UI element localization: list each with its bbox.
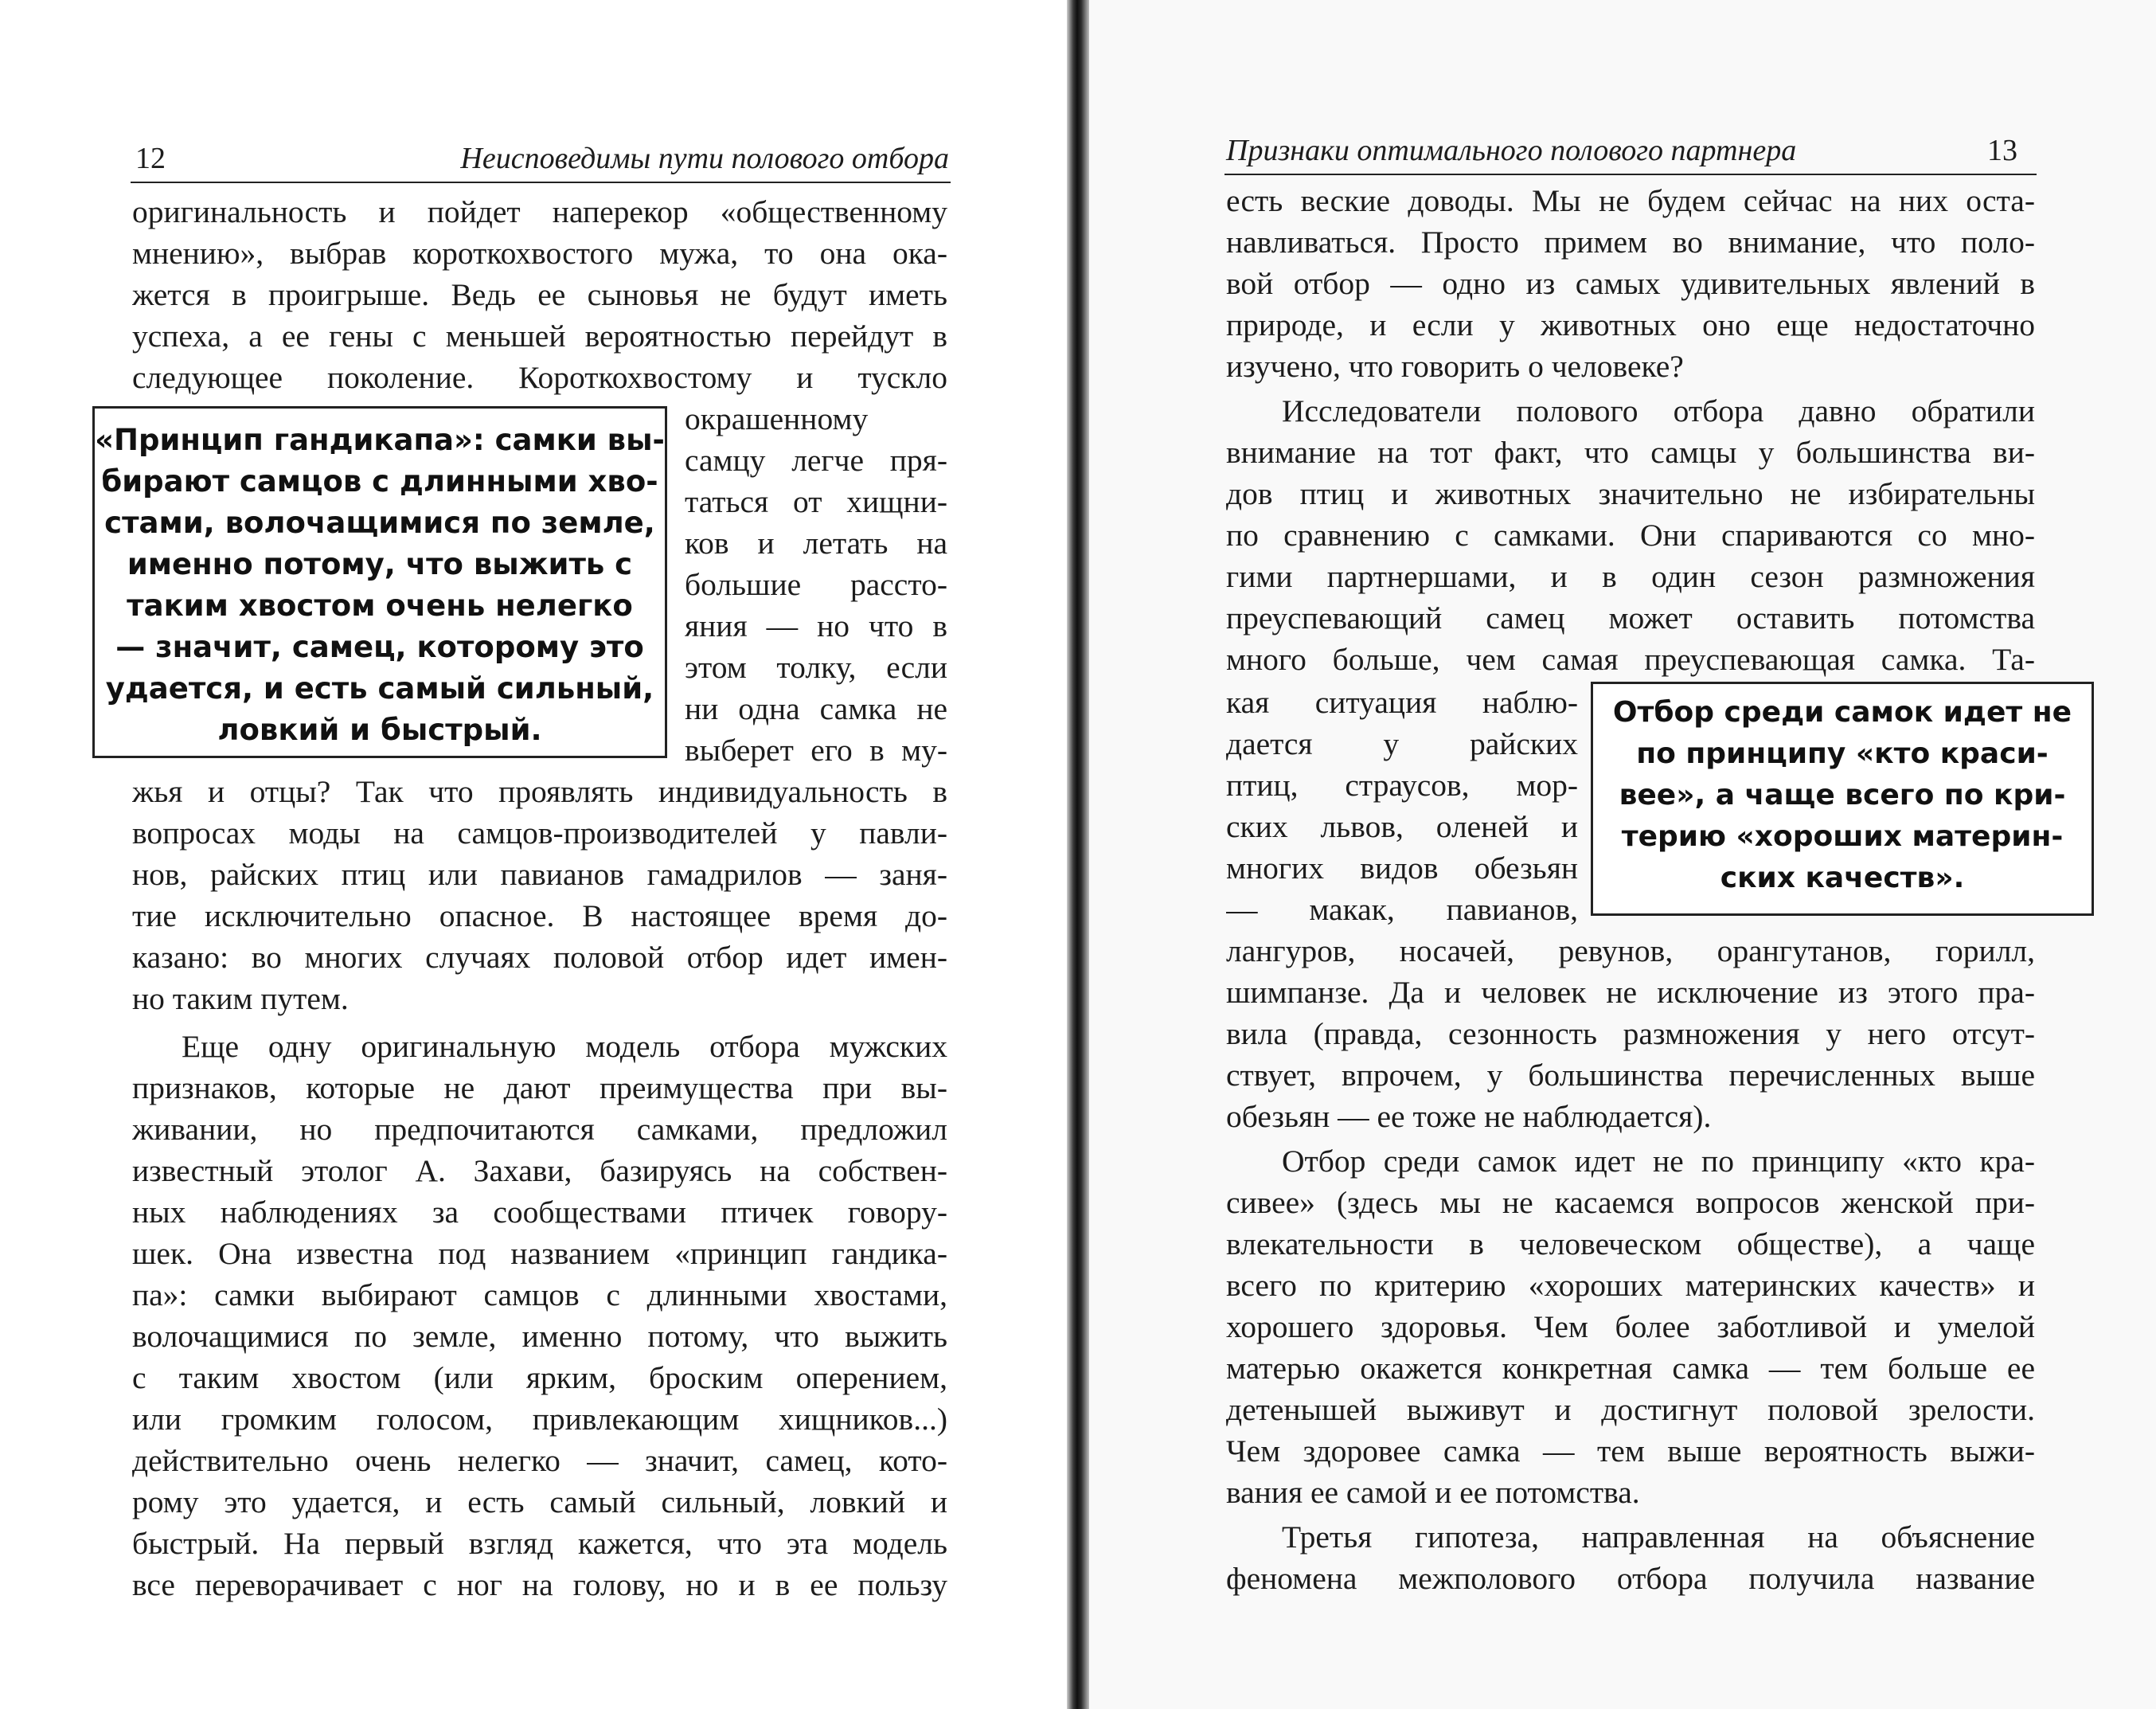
- text-line: Еще одну оригинальную модель отбора мужских: [182, 1029, 947, 1064]
- text-line: яния — но что в: [685, 608, 947, 643]
- text-line: Третья гипотеза, направленная на объяснение: [1282, 1519, 2035, 1555]
- right-page-header: [1224, 127, 2037, 175]
- text-line: матерью окажется конкретная самка — тем больше ее: [1226, 1351, 2035, 1386]
- text-line: всего по критерию «хороших материнских качеств» и: [1226, 1268, 2035, 1303]
- pull-quote-line: стами, волочащимися по земле,: [104, 506, 655, 540]
- text-line: дается у райских: [1226, 726, 1578, 761]
- pull-quote-line: терию «хороших материн-: [1621, 820, 2064, 853]
- text-line: оригинальность и пойдет наперекор «общественному: [132, 194, 947, 229]
- text-line: птиц, страусов, мор-: [1226, 768, 1578, 803]
- text-line: действительно очень нелегко — значит, самец, кото-: [132, 1443, 947, 1478]
- text-line: природе, и если у животных оно еще недостаточно: [1226, 307, 2035, 342]
- text-line: шек. Она известна под названием «принцип гандика-: [132, 1236, 947, 1271]
- text-line: ков и летать на: [685, 526, 947, 561]
- text-line: но таким путем.: [132, 981, 349, 1016]
- text-line: рому это удается, и есть самый сильный, ловкий и: [132, 1484, 947, 1519]
- text-line: Отбор среди самок идет не по принципу «кто кра-: [1282, 1144, 2035, 1179]
- text-line: успеха, а ее гены с меньшей вероятностью перейдут в: [132, 319, 947, 354]
- text-line: ных наблюдениях за сообществами птичек говору-: [132, 1195, 947, 1230]
- book-spine-gutter: [1067, 0, 1089, 1709]
- pull-quote-box: [1591, 682, 2094, 916]
- text-line: самцу легче пря-: [685, 443, 947, 478]
- text-line: внимание на тот факт, что самцы у большинства ви-: [1226, 435, 2035, 470]
- text-line: Чем здоровее самка — тем выше вероятность выжи-: [1226, 1433, 2035, 1468]
- text-line: вила (правда, сезонность размножения у него отсут-: [1226, 1016, 2035, 1051]
- text-line: много больше, чем самая преуспевающая самка. Та-: [1226, 642, 2035, 677]
- text-line: большие рассто-: [685, 567, 947, 602]
- page-number: 13: [1987, 134, 2017, 167]
- text-line: кая ситуация наблю-: [1226, 685, 1578, 720]
- text-line: или громким голосом, привлекающим хищников...): [132, 1402, 947, 1437]
- text-line: нов, райских птиц или павианов гамадрилов — заня-: [132, 857, 947, 892]
- pull-quote-line: Отбор среди самок идет не: [1612, 696, 2072, 729]
- text-line: навливаться. Просто примем во внимание, что поло-: [1226, 225, 2035, 260]
- text-line: — макак, павианов,: [1226, 892, 1578, 927]
- pull-quote-line: по принципу «кто краси-: [1636, 737, 2049, 770]
- text-line: окрашенному: [685, 401, 869, 436]
- text-line: жья и отцы? Так что проявлять индивидуальность в: [132, 774, 947, 809]
- text-line: Исследователи полового отбора давно обратили: [1282, 393, 2035, 428]
- text-line: ствует, впрочем, у большинства перечисленных выше: [1226, 1058, 2035, 1093]
- text-line: гими партнершами, и в один сезон размножения: [1226, 559, 2035, 594]
- text-line: этом толку, если: [685, 650, 947, 685]
- text-line: следующее поколение. Короткохвостому и тускло: [132, 360, 947, 395]
- text-line: выберет его в му-: [685, 733, 947, 768]
- text-line: с таким хвостом (или ярким, броским оперением,: [132, 1360, 947, 1395]
- pull-quote-line: именно потому, что выжить с: [127, 547, 633, 581]
- pull-quote-line: ских качеств».: [1720, 862, 1965, 894]
- page-number: 12: [135, 142, 166, 175]
- pull-quote-line: таким хвостом очень нелегко: [127, 589, 633, 623]
- text-line: быстрый. На первый взгляд кажется, что эта модель: [132, 1526, 947, 1561]
- text-line: шимпанзе. Да и человек не исключение из этого пра-: [1226, 975, 2035, 1010]
- text-line: лангуров, носачей, ревунов, орангутанов, горилл,: [1226, 933, 2035, 968]
- text-line: все переворачивает с ног на голову, но и в ее пользу: [132, 1567, 947, 1602]
- running-title: Признаки оптимального полового партнера: [1226, 134, 1797, 167]
- text-line: феномена межполового отбора получила название: [1226, 1561, 2035, 1596]
- text-line: вой отбор — одно из самых удивительных явлений в: [1226, 266, 2035, 301]
- text-line: вания ее самой и ее потомства.: [1226, 1475, 1640, 1510]
- pull-quote-line: удается, и есть самый сильный,: [105, 671, 654, 706]
- text-line: ских львов, оленей и: [1226, 809, 1578, 844]
- text-line: влекательности в человеческом обществе), а чаще: [1226, 1226, 2035, 1261]
- text-line: детенышей выживут и достигнут половой зрелости.: [1226, 1392, 2035, 1427]
- pull-quote-line: — значит, самец, которому это: [115, 630, 644, 664]
- text-line: па»: самки выбирают самцов с длинными хвостами,: [132, 1277, 947, 1312]
- pull-quote-line: ловкий и быстрый.: [217, 713, 542, 747]
- running-title: Неисповедимы пути полового отбора: [460, 142, 949, 175]
- text-line: таться от хищни-: [685, 484, 947, 519]
- left-page: [0, 0, 1067, 1709]
- text-line: ни одна самка не: [685, 691, 947, 726]
- text-line: преуспевающий самец может оставить потомства: [1226, 600, 2035, 635]
- text-line: казано: во многих случаях половой отбор идет имен-: [132, 940, 947, 975]
- text-line: известный этолог А. Захави, базируясь на собствен-: [132, 1153, 947, 1188]
- text-line: вопросах моды на самцов-производителей у павли-: [132, 815, 947, 851]
- text-line: тие исключительно опасное. В настоящее время до-: [132, 898, 947, 933]
- left-page-header: [131, 135, 951, 183]
- pull-quote-line: вее», а чаще всего по кри-: [1619, 779, 2066, 811]
- text-line: изучено, что говорить о человеке?: [1226, 349, 1684, 384]
- text-line: дов птиц и животных значительно не избирательны: [1226, 476, 2035, 511]
- pull-quote-box: [92, 406, 667, 758]
- text-line: признаков, которые не дают преимущества при вы-: [132, 1070, 947, 1105]
- text-line: сивее» (здесь мы не касаемся вопросов женской при-: [1226, 1185, 2035, 1220]
- text-line: многих видов обезьян: [1226, 851, 1578, 886]
- text-line: волочащимися по земле, именно потому, что выжить: [132, 1319, 947, 1354]
- text-line: мнению», выбрав короткохвостого мужа, то она ока-: [132, 236, 947, 271]
- text-line: по сравнению с самками. Они спариваются со мно-: [1226, 518, 2035, 553]
- pull-quote-line: бирают самцов с длинными хво-: [101, 464, 658, 499]
- text-line: есть веские доводы. Мы не будем сейчас на них оста-: [1226, 183, 2035, 218]
- text-line: обезьян — ее тоже не наблюдается).: [1226, 1099, 1712, 1134]
- text-line: жется в проигрыше. Ведь ее сыновья не будут иметь: [132, 277, 947, 312]
- text-line: хорошего здоровья. Чем более заботливой и умелой: [1226, 1309, 2035, 1344]
- pull-quote-line: «Принцип гандикапа»: самки вы-: [95, 423, 665, 457]
- text-line: живании, но предпочитаются самками, предложил: [132, 1112, 947, 1147]
